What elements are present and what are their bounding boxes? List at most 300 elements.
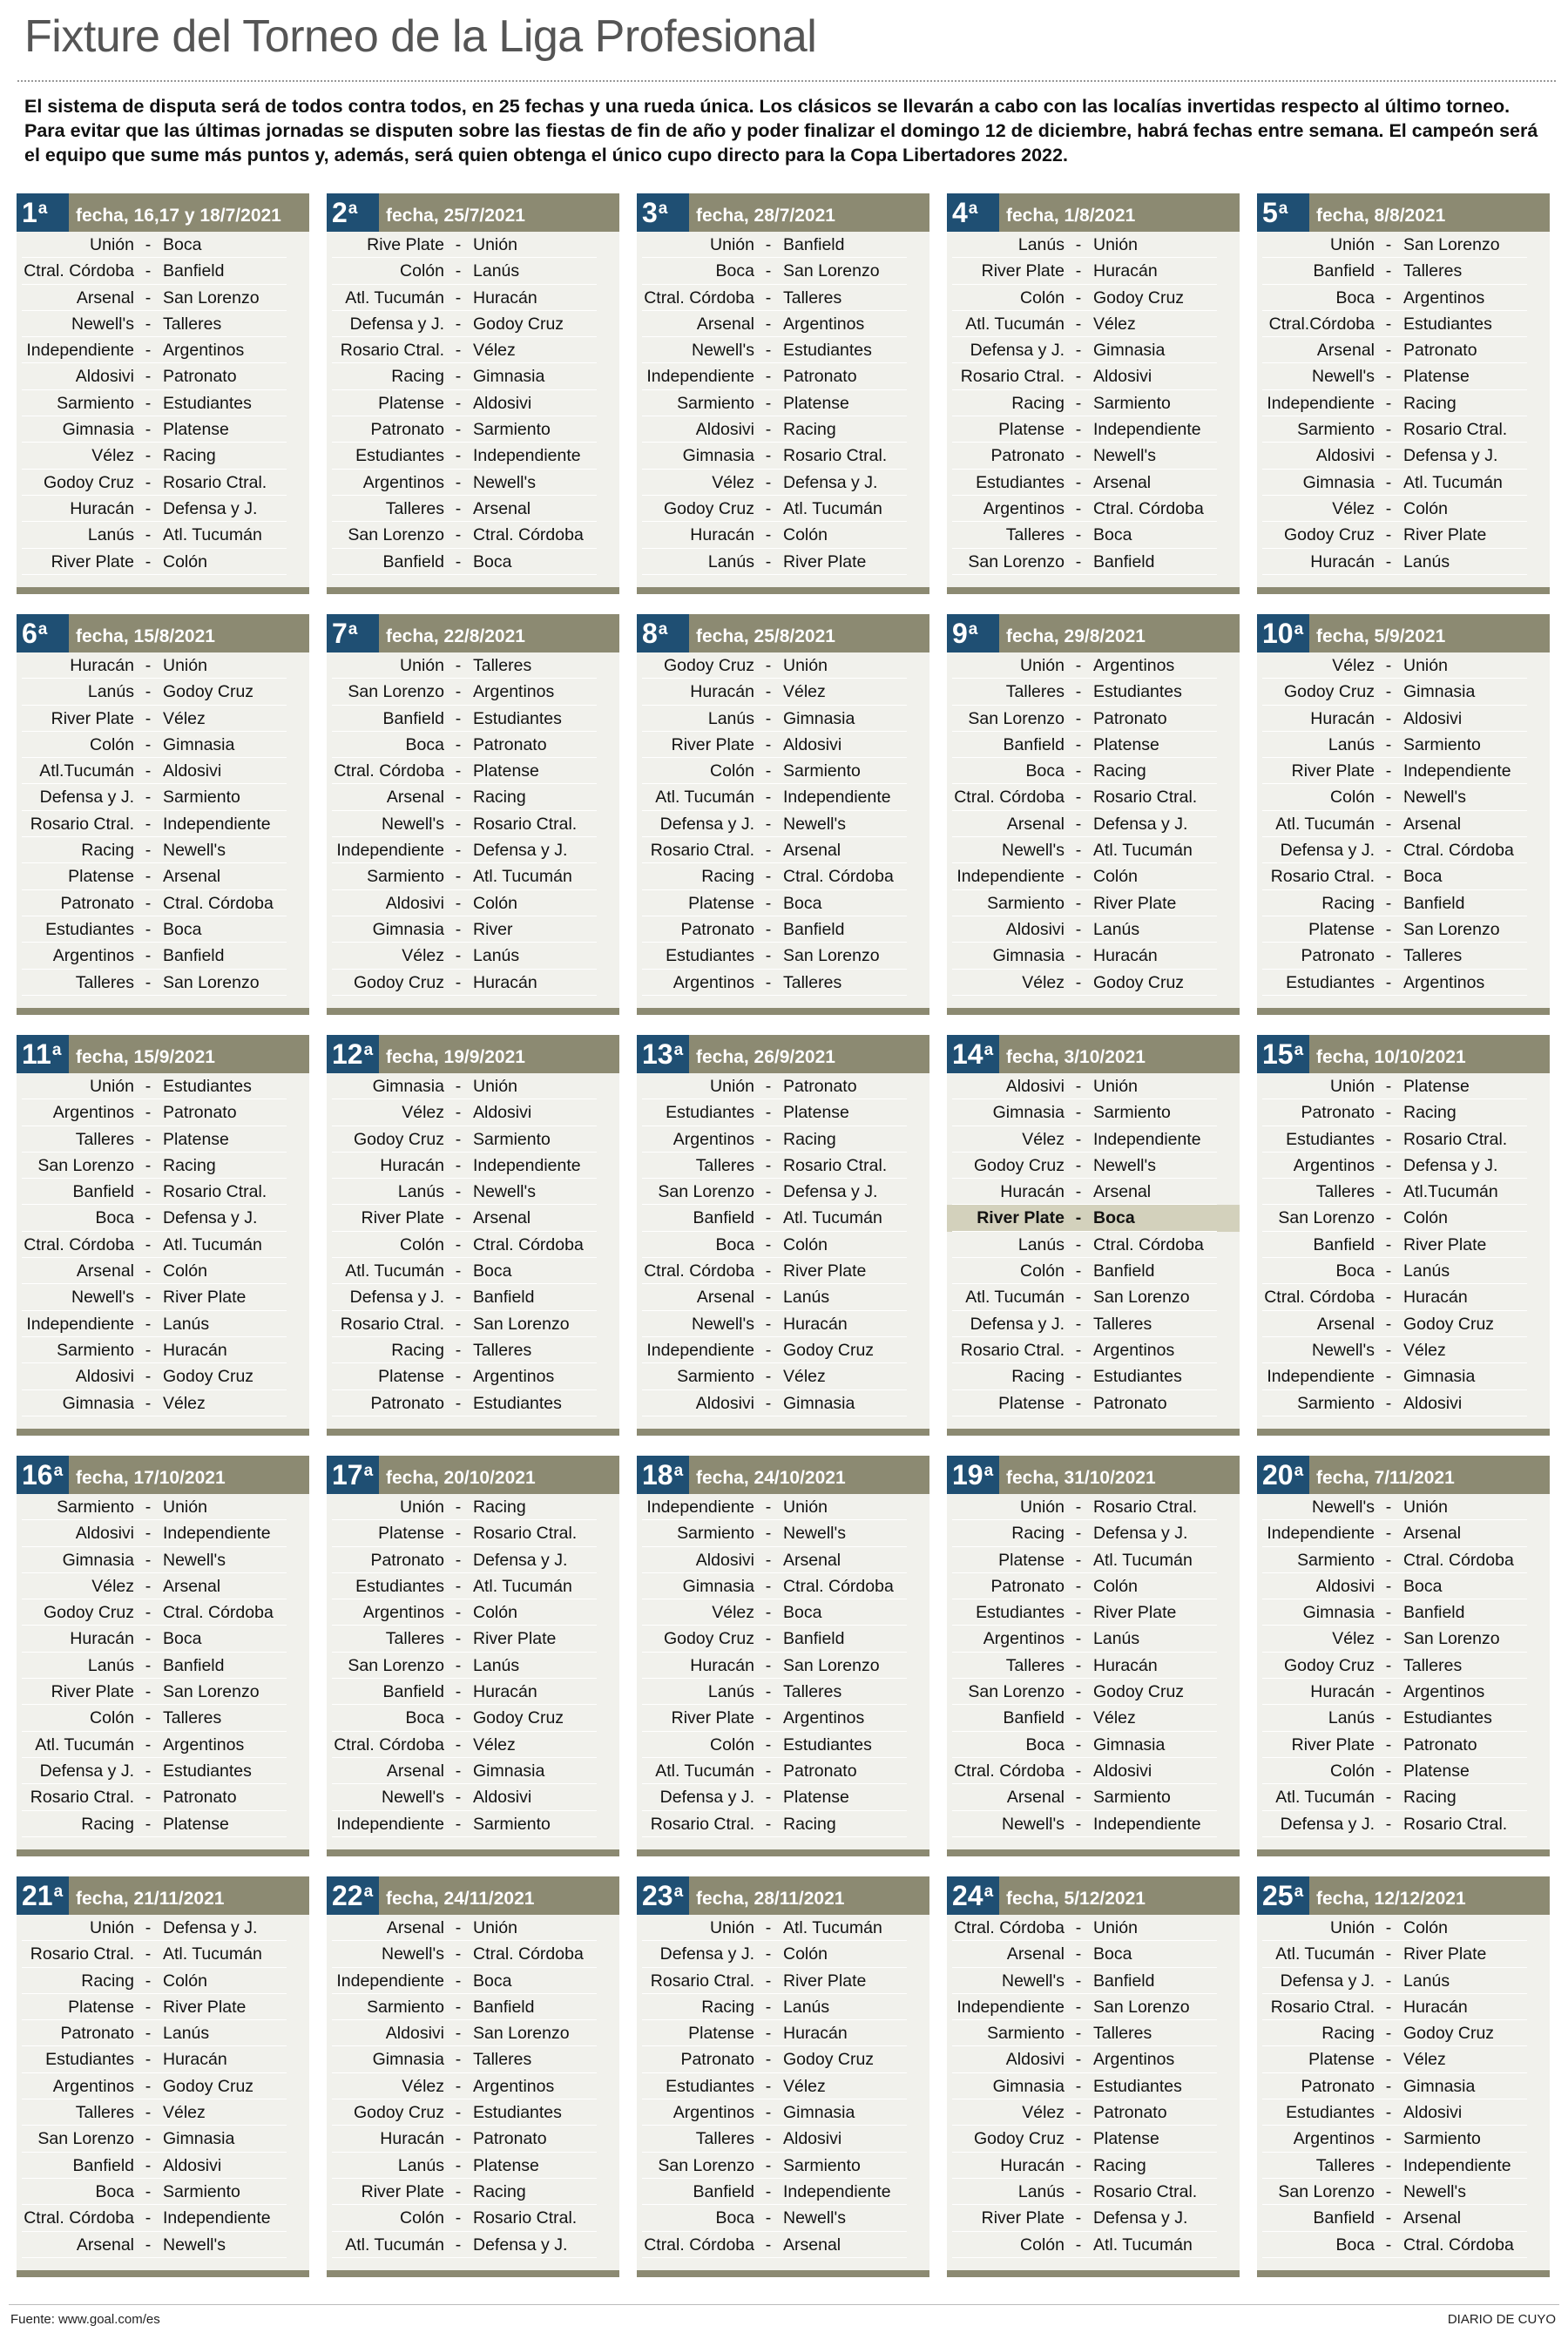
home-team: Independiente [1267,1367,1375,1387]
home-team: Aldosivi [695,1393,754,1413]
match-separator: - [455,1155,462,1175]
match-row [17,443,309,469]
home-team: Argentinos [52,1103,134,1123]
match-row [17,1994,309,2020]
match-separator: - [765,2234,772,2255]
match-separator: - [455,1655,462,1675]
match-row [947,1573,1240,1599]
away-team: Ctral. Córdoba [1093,498,1204,518]
away-team: Atl. Tucumán [163,1944,262,1964]
match-separator: - [765,1498,772,1517]
match-row [17,943,309,969]
match-list [327,1073,619,1416]
away-team: Defensa y J. [783,1182,878,1202]
fecha-number-ordinal: a [983,1041,994,1059]
match-row [327,1073,619,1099]
match-separator: - [1075,341,1082,361]
match-row [17,549,309,575]
match-row [947,652,1240,679]
match-separator: - [145,1155,152,1175]
away-team: Unión [163,1498,207,1517]
match-separator: - [765,1077,772,1096]
away-team: Banfield [783,1629,845,1649]
match-row [947,1758,1240,1784]
match-separator: - [455,498,462,518]
away-team: Argentinos [163,1734,245,1754]
match-separator: - [455,1734,462,1754]
match-row [637,1284,929,1310]
home-team: Racing [391,367,444,387]
match-separator: - [1075,919,1082,939]
home-team: Vélez [402,1103,444,1123]
away-team: Arsenal [783,2234,841,2255]
match-separator: - [455,367,462,387]
fecha-card-4 [947,193,1240,594]
away-team: Argentinos [783,314,865,334]
match-separator: - [765,1155,772,1175]
home-team: Banfield [382,708,444,728]
home-team: Huracán [690,525,754,545]
home-team: River Plate [981,2208,1064,2228]
home-team: Rosario Ctral. [30,1788,134,1808]
away-team: Gimnasia [473,367,545,387]
fecha-number-ordinal: a [53,1883,64,1901]
away-team: Lanús [473,1655,520,1675]
match-row [17,1968,309,1994]
away-team: Banfield [1093,1971,1155,1991]
match-separator: - [145,2103,152,2123]
match-separator: - [145,2181,152,2201]
home-team: Aldosivi [75,1367,134,1387]
home-team: Godoy Cruz [973,2129,1064,2149]
away-team: Atl. Tucumán [783,1918,882,1937]
home-team: Arsenal [1316,1314,1375,1334]
match-row [1257,258,1550,284]
fecha-date: fecha, 31/10/2021 [1006,1468,1156,1488]
match-separator: - [765,1918,772,1937]
away-team: Lanús [1093,919,1140,939]
away-team: Colón [783,525,828,545]
home-team: Atl. Tucumán [345,2234,444,2255]
fecha-date: fecha, 1/8/2021 [1006,206,1136,226]
match-separator: - [145,2129,152,2149]
home-team: Banfield [72,1182,134,1202]
fecha-card-23 [637,1876,929,2277]
fecha-number-ordinal: a [363,1883,374,1901]
fecha-number [637,1876,689,1915]
away-team: Godoy Cruz [1403,2024,1495,2044]
match-separator: - [765,682,772,702]
fecha-number [1257,1876,1309,1915]
match-row [17,1732,309,1758]
home-team: Boca [95,1208,134,1228]
match-row [1257,890,1550,916]
home-team: Aldosivi [1005,1077,1064,1096]
match-row [327,1994,619,2020]
home-team: Gimnasia [62,1550,134,1570]
match-row [1257,2205,1550,2231]
match-separator: - [145,1261,152,1281]
match-separator: - [1075,1655,1082,1675]
home-team: Atl. Tucumán [1275,1944,1375,1964]
match-separator: - [1075,1182,1082,1202]
match-row [17,1626,309,1652]
match-separator: - [765,788,772,808]
away-team: Gimnasia [1403,2076,1476,2096]
match-separator: - [145,1655,152,1675]
home-team: Rosario Ctral. [650,841,754,861]
match-separator: - [1075,1550,1082,1570]
home-team: Arsenal [1316,341,1375,361]
match-separator: - [145,1077,152,1096]
match-separator: - [145,1288,152,1308]
away-team: Boca [783,1603,822,1623]
fecha-card-12 [327,1035,619,1436]
home-team: San Lorenzo [1278,2181,1375,2201]
match-separator: - [455,261,462,281]
away-team: Godoy Cruz [1403,1314,1495,1334]
fecha-header [327,614,619,652]
match-separator: - [765,1814,772,1834]
match-row [947,2046,1240,2072]
match-row [947,706,1240,732]
match-separator: - [765,761,772,781]
match-row [1257,1811,1550,1837]
fecha-card-9 [947,614,1240,1015]
away-team: Aldosivi [473,393,532,413]
match-list [637,232,929,575]
away-team: Vélez [1093,314,1136,334]
match-row [17,811,309,837]
match-separator: - [1075,946,1082,966]
home-team: Racing [81,841,134,861]
home-team: Huracán [690,682,754,702]
match-separator: - [1075,1208,1082,1228]
match-row [947,1626,1240,1652]
match-separator: - [1385,1708,1392,1728]
match-row [1257,390,1550,416]
home-team: Sarmiento [987,893,1064,913]
away-team: Boca [473,1261,512,1281]
match-separator: - [455,1761,462,1781]
home-team: Racing [1011,1524,1064,1544]
home-team: Vélez [402,2076,444,2096]
match-separator: - [765,1234,772,1254]
match-separator: - [765,2181,772,2201]
match-row [637,916,929,943]
home-team: Atl. Tucumán [655,788,754,808]
away-team: Racing [473,2181,526,2201]
away-team: Arsenal [163,1576,221,1596]
match-row [327,549,619,575]
match-separator: - [765,1682,772,1702]
home-team: Arsenal [76,2234,134,2255]
match-separator: - [1075,1944,1082,1964]
match-row [947,1705,1240,1731]
match-separator: - [1385,946,1392,966]
away-team: Independiente [473,446,581,466]
match-row [947,549,1240,575]
match-row [327,2046,619,2072]
match-separator: - [1075,682,1082,702]
match-separator: - [145,919,152,939]
home-team: Talleres [385,1629,444,1649]
match-separator: - [765,1261,772,1281]
home-team: Lanús [87,682,134,702]
match-row [637,416,929,443]
away-team: San Lorenzo [1403,1629,1500,1649]
match-row [637,1337,929,1363]
home-team: Banfield [382,1682,444,1702]
away-team: Aldosivi [163,761,222,781]
match-separator: - [765,1944,772,1964]
away-team: Newell's [163,841,226,861]
match-separator: - [145,893,152,913]
match-row [327,1599,619,1626]
match-row [1257,943,1550,969]
away-team: Gimnasia [1403,1367,1476,1387]
match-row [947,1547,1240,1573]
match-row [947,1099,1240,1126]
away-team: Unión [473,1918,517,1937]
away-team: Racing [1093,761,1146,781]
away-team: Atl. Tucumán [783,498,882,518]
away-team: Racing [1403,1103,1456,1123]
fecha-number-ordinal: a [673,1462,684,1480]
away-team: Ctral. Córdoba [473,525,584,545]
match-separator: - [145,1629,152,1649]
away-team: Newell's [1093,446,1156,466]
match-row [1257,1073,1550,1099]
away-team: River Plate [1403,1944,1487,1964]
away-team: Huracán [783,2024,848,2044]
home-team: Boca [715,1234,754,1254]
match-row [637,337,929,363]
match-list [947,1494,1240,1837]
away-team: Aldosivi [1093,1761,1152,1781]
match-row [17,1390,309,1416]
home-team: Sarmiento [57,393,134,413]
match-separator: - [1075,1393,1082,1413]
match-row [1257,1520,1550,1546]
match-separator: - [1075,1155,1082,1175]
match-row [637,706,929,732]
home-team: Patronato [370,420,444,440]
away-team: Godoy Cruz [1093,287,1185,308]
match-separator: - [1385,1918,1392,1937]
match-row [327,943,619,969]
match-row [327,2073,619,2099]
home-team: Gimnasia [992,1103,1064,1123]
away-team: Sarmiento [473,420,551,440]
match-row [637,732,929,758]
home-team: San Lorenzo [348,525,444,545]
home-team: Unión [90,235,134,254]
away-team: Talleres [783,287,842,308]
away-team: Estudiantes [1093,682,1182,702]
away-team: Colón [473,1603,517,1623]
away-team: Defensa y J. [163,498,258,518]
fecha-date: fecha, 24/11/2021 [386,1889,535,1909]
away-team: Talleres [1403,1655,1463,1675]
away-team: Gimnasia [473,1761,545,1781]
match-separator: - [145,682,152,702]
away-team: Unión [783,656,828,675]
match-row [327,732,619,758]
match-separator: - [765,946,772,966]
fecha-date: fecha, 21/11/2021 [76,1889,225,1909]
away-team: Banfield [163,261,225,281]
match-separator: - [455,1997,462,2017]
home-team: Vélez [712,472,754,492]
fecha-number-ordinal: a [1294,620,1304,639]
match-separator: - [455,946,462,966]
home-team: Talleres [695,1155,754,1175]
match-row [1257,1968,1550,1994]
fecha-card-16 [17,1456,309,1856]
match-row [327,1573,619,1599]
away-team: Godoy Cruz [783,2050,875,2070]
home-team: Boca [95,2181,134,2201]
away-team: Racing [473,788,526,808]
match-separator: - [455,708,462,728]
fecha-number-value: 19 [952,1459,983,1491]
match-separator: - [765,841,772,861]
home-team: Aldosivi [75,1524,134,1544]
fecha-number [327,614,379,652]
home-team: Unión [90,1918,134,1937]
match-row [637,1232,929,1258]
away-team: River Plate [783,551,867,571]
match-list [327,1494,619,1837]
home-team: Argentinos [362,1603,444,1623]
match-row [1257,1179,1550,1205]
match-separator: - [1385,2024,1392,2044]
match-separator: - [1075,1761,1082,1781]
fecha-number [947,614,999,652]
match-row [1257,311,1550,337]
fecha-number-value: 4 [952,197,968,228]
away-team: Sarmiento [163,788,240,808]
away-team: Racing [1093,2155,1146,2175]
match-row [947,1363,1240,1389]
home-team: Arsenal [386,788,444,808]
match-row [17,863,309,889]
match-separator: - [1385,1629,1392,1649]
home-team: Godoy Cruz [1283,682,1375,702]
fecha-header [1257,1876,1550,1915]
away-team: Colón [783,1234,828,1254]
away-team: Lanús [163,2024,210,2044]
home-team: Estudiantes [45,2050,134,2070]
away-team: Argentinos [473,2076,555,2096]
away-team: Patronato [1403,1734,1477,1754]
fecha-number [947,1456,999,1494]
match-separator: - [455,919,462,939]
away-team: River Plate [1403,525,1487,545]
away-team: Newell's [473,472,536,492]
match-row [1257,1653,1550,1679]
fecha-number [327,193,379,232]
fecha-card-7 [327,614,619,1015]
match-separator: - [1385,1524,1392,1544]
home-team: Sarmiento [677,393,754,413]
home-team: Atl. Tucumán [965,314,1064,334]
match-row [1257,1547,1550,1573]
home-team: Unión [1330,1077,1375,1096]
match-row [327,1311,619,1337]
home-team: Racing [1011,393,1064,413]
away-team: Argentinos [1403,1682,1485,1702]
home-team: Defensa y J. [659,1788,754,1808]
match-separator: - [1385,919,1392,939]
away-team: San Lorenzo [473,1314,570,1334]
match-separator: - [455,867,462,887]
home-team: Lanús [397,1182,444,1202]
fecha-date: fecha, 17/10/2021 [76,1468,226,1488]
match-row [947,470,1240,496]
match-separator: - [455,1788,462,1808]
home-team: Talleres [1315,2155,1375,2175]
match-separator: - [145,1234,152,1254]
away-team: Talleres [473,656,532,675]
match-list [17,652,309,996]
match-row [17,470,309,496]
match-row [947,2020,1240,2046]
away-team: San Lorenzo [1403,235,1500,254]
away-team: Aldosivi [783,2129,842,2149]
match-separator: - [765,1550,772,1570]
fecha-header [1257,193,1550,232]
away-team: Platense [1403,1077,1470,1096]
match-separator: - [145,1550,152,1570]
fecha-number-value: 3 [642,197,658,228]
match-separator: - [1385,656,1392,675]
home-team: Patronato [680,919,754,939]
away-team: Independiente [1403,2155,1511,2175]
home-team: Sarmiento [367,867,444,887]
match-separator: - [765,1288,772,1308]
match-separator: - [145,1182,152,1202]
match-row [637,1941,929,1967]
fecha-header [947,1876,1240,1915]
away-team: Arsenal [1403,814,1462,834]
away-team: Argentinos [163,341,245,361]
home-team: Aldosivi [75,367,134,387]
match-separator: - [145,1129,152,1149]
match-row [947,863,1240,889]
home-team: Platense [1308,2050,1375,2070]
match-list [1257,652,1550,996]
away-team: Vélez [473,341,516,361]
match-row [327,890,619,916]
fecha-date: fecha, 29/8/2021 [1006,626,1146,646]
match-separator: - [765,1314,772,1334]
home-team: Platense [68,867,134,887]
away-team: Banfield [1093,1261,1155,1281]
intro-paragraph: El sistema de disputa será de todos contra todos, en 25 fechas y una rueda única. Los clásicos se llevarán a cabo con las localías invertidas respecto al último torneo. Para evitar que las últimas jornadas se disputen sobre las fiestas de fin de año y poder finalizar el domingo 12 de diciembre, habrá fechas entre semana. El campeón será el equipo que sume más puntos y, además, será quien obtenga el único cupo directo para la Copa Libertadores 2022. [24,96,1538,166]
match-separator: - [765,1182,772,1202]
away-team: Godoy Cruz [1093,972,1185,992]
home-team: Talleres [1005,1655,1064,1675]
home-team: River Plate [977,1208,1064,1228]
home-team: Boca [715,2208,754,2228]
home-team: Lanús [707,551,754,571]
home-team: Argentinos [52,946,134,966]
match-row [1257,2099,1550,2126]
match-row [947,1732,1240,1758]
away-team: Arsenal [473,1208,531,1228]
